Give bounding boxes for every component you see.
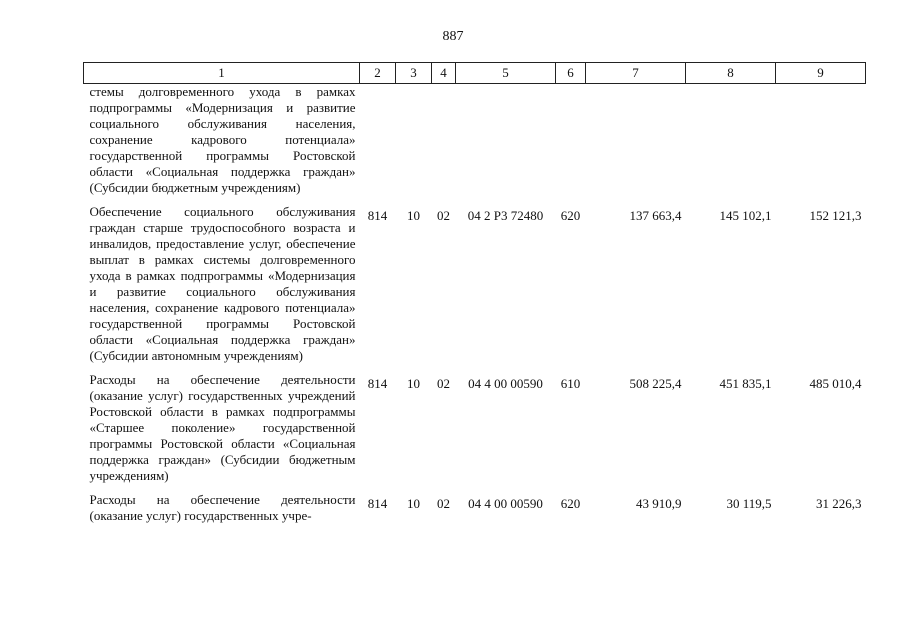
table-row [84,204,866,372]
cell-amount-col8: 451 835,1 [719,376,772,391]
row-description: стемы долговременного ухода в рамках подпрограммы «Модернизация и развитие социального обслуживания населения, сохранение кадрового потенциала» государственной программы Ростовской области «Социальная поддержка граждан» (Субсидии бюджетным учреждениям) [89,84,356,195]
cell-expense-type: 620 [560,496,581,511]
cell-section [396,84,432,205]
row-description: Расходы на обеспечение деятельности (оказание услуг) государственных учре- [89,492,356,523]
table-row [84,84,866,205]
cell-amount-col9: 485 010,4 [809,376,862,391]
table-row [84,372,866,492]
cell-subsection: 02 [437,376,450,391]
row-description: Обеспечение социального обслуживания граждан старше трудоспособного возраста и инвалидов, предоставление услуг, обеспечение выплат в рамках системы долговременного ухода в рамках подпрограммы «Модернизация и развитие социального обслуживания населения, сохранение кадрового потенциала» государственной программы Ростовской области «Социальная поддержка граждан» (Субсидии автономным учреждениям) [89,204,356,363]
cell-amount-col7: 43 910,9 [636,496,682,511]
cell-amount-col9: 152 121,3 [809,208,862,223]
row-description: Расходы на обеспечение деятельности (оказание услуг) государственных учреждений Ростовской области в рамках подпрограммы «Старшее поколение» государственной программы Ростовской области «Социальная поддержка граждан» (Субсидии бюджетным учреждениям) [89,372,356,483]
header-cell: 4 [432,63,456,84]
header-cell: 7 [586,63,686,84]
cell-ministry: 814 [367,208,388,223]
budget-table [83,62,866,532]
cell-target-article: 04 2 P3 72480 [467,208,544,223]
header-cell: 8 [686,63,776,84]
cell-amount-col9 [776,84,866,205]
cell-amount-col8: 145 102,1 [719,208,772,223]
cell-amount-col8 [686,84,776,205]
header-row [84,63,866,84]
cell-subsection: 02 [437,208,450,223]
cell-expense-type [556,84,586,205]
cell-expense-type: 610 [560,376,581,391]
cell-section: 10 [407,208,420,223]
header-cell: 2 [360,63,396,84]
cell-amount-col7: 137 663,4 [629,208,682,223]
cell-subsection [432,84,456,205]
header-cell: 6 [556,63,586,84]
page-number: 887 [442,29,464,44]
cell-expense-type: 620 [560,208,581,223]
cell-target-article [456,84,556,205]
cell-target-article: 04 4 00 00590 [468,496,543,511]
header-cell: 3 [396,63,432,84]
cell-subsection: 02 [437,496,450,511]
cell-section: 10 [407,376,420,391]
cell-section: 10 [407,496,420,511]
header-cell: 5 [456,63,556,84]
cell-ministry: 814 [367,376,388,391]
cell-amount-col7 [586,84,686,205]
cell-target-article: 04 4 00 00590 [468,376,543,391]
header-cell: 1 [84,63,360,84]
cell-amount-col8: 30 119,5 [726,496,772,511]
cell-ministry [360,84,396,205]
cell-ministry: 814 [367,496,388,511]
cell-amount-col7: 508 225,4 [629,376,682,391]
header-cell: 9 [776,63,866,84]
table-row [84,492,866,532]
cell-amount-col9: 31 226,3 [816,496,862,511]
